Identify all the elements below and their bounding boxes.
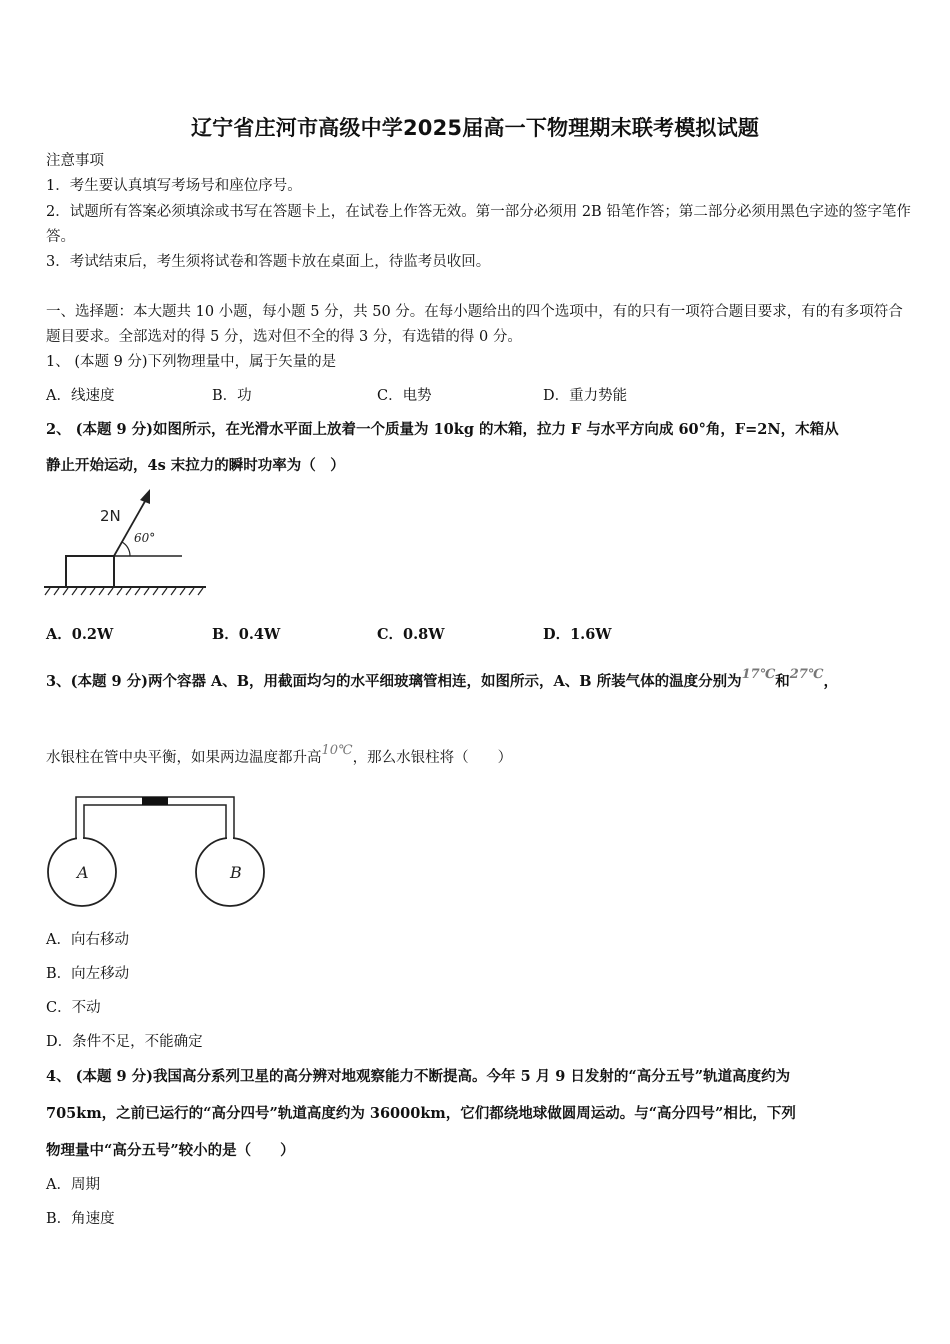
q2-option-d: D．1.6W [543, 626, 612, 643]
q3-option-c: C．不动 [46, 1000, 101, 1016]
q3-figure-containers [44, 792, 266, 912]
q2-option-a: A．0.2W [46, 626, 114, 643]
q3-comma: ， [823, 673, 838, 690]
notice-item-3: 3．考试结束后，考生须将试卷和答题卡放在桌面上，待监考员收回。 [46, 254, 491, 270]
q3-temp-rise: 10℃ [321, 743, 353, 758]
q3-option-b: B．向左移动 [46, 966, 130, 982]
q3-option-a: A．向右移动 [46, 932, 129, 948]
notice-item-1: 1．考生要认真填写考场号和座位序号。 [46, 178, 302, 194]
container-a-label: A [77, 863, 89, 882]
force-arrow [114, 496, 148, 556]
mercury-column [142, 797, 168, 805]
q3-joiner: 和 [775, 673, 790, 690]
q4-stem-line3: 物理量中“高分五号”较小的是（ ） [46, 1142, 295, 1159]
wooden-box [66, 556, 114, 587]
container-b-label: B [230, 863, 242, 882]
q3-option-d: D．条件不足，不能确定 [46, 1034, 203, 1050]
q1-option-a: A．线速度 [46, 388, 115, 404]
q3-temp-a: 17℃ [741, 667, 776, 682]
force-label: 2N [100, 507, 121, 525]
q4-stem-line1: 4、 (本题 9 分)我国高分系列卫星的高分辨对地观察能力不断提高。今年 5 月 9 日发射的“高分五号”轨道高度约为 [46, 1068, 791, 1085]
notice-heading: 注意事项 [46, 153, 104, 169]
notice-item-2: 2．试题所有答案必须填涂或书写在答题卡上，在试卷上作答无效。第一部分必须用 2B 铅笔作答；第二部分必须用黑色字迹的签字笔作答。 [46, 204, 911, 245]
angle-label: 60° [134, 531, 156, 545]
q4-option-a: A．周期 [46, 1177, 100, 1193]
q3-stem-line2 [46, 743, 908, 770]
angle-arc [122, 542, 130, 556]
q3-stem-part2b: ，那么水银柱将（ ） [352, 750, 513, 766]
q2-figure-box-force [44, 484, 210, 600]
q2-stem-line1: 2、 (本题 9 分)如图所示，在光滑水平面上放着一个质量为 10kg 的木箱，拉力 F 与水平方向成 60°角，F=2N，木箱从 [46, 421, 839, 438]
q1-option-b: B．功 [212, 388, 252, 404]
q2-option-b: B．0.4W [212, 626, 281, 643]
q3-stem-part2a: 水银柱在管中央平衡，如果两边温度都升高 [46, 750, 322, 766]
q1-option-d: D．重力势能 [543, 388, 628, 404]
q4-option-b: B．角速度 [46, 1211, 115, 1227]
q2-stem-line2: 静止开始运动，4s 末拉力的瞬时功率为（ ） [46, 457, 345, 474]
ground-hatching [45, 588, 203, 595]
section-intro: 一、选择题：本大题共 10 小题，每小题 5 分，共 50 分。在每小题给出的四个选项中，有的只有一项符合题目要求，有的有多项符合题目要求。全部选对的得 5 分，选对但不全的得 3 分，有选错的得 0 分。 [46, 304, 903, 345]
q4-stem-line2: 705km，之前已运行的“高分四号”轨道高度约为 36000km，它们都绕地球做圆周运动。与“高分四号”相比，下列 [46, 1105, 796, 1122]
q3-temp-b: 27℃ [789, 667, 824, 682]
page-title: 辽宁省庄河市高级中学2025届高一下物理期末联考模拟试题 [190, 116, 760, 140]
arrowhead-icon [140, 489, 150, 504]
q3-stem-part1: 3、(本题 9 分)两个容器 A、B，用截面均匀的水平细玻璃管相连，如图所示，A、B 所装气体的温度分别为 [46, 673, 742, 690]
q1-option-c: C．电势 [377, 388, 432, 404]
q1-stem: 1、 (本题 9 分)下列物理量中，属于矢量的是 [46, 354, 337, 370]
q3-stem-line1 [46, 667, 908, 694]
q2-option-c: C．0.8W [377, 626, 445, 643]
